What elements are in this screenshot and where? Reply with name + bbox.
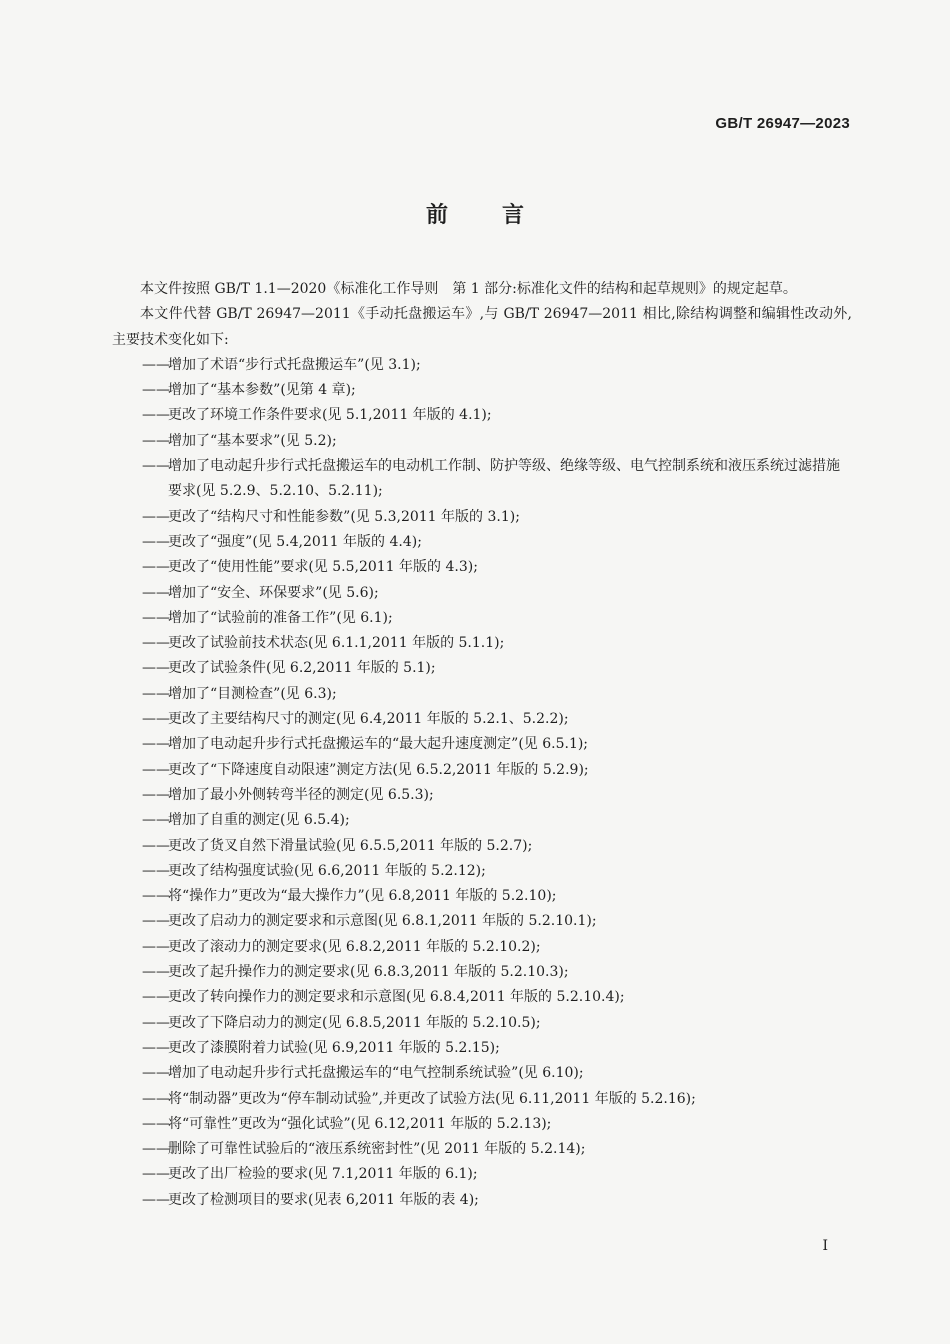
change-text: 更改了货叉自然下滑量试验(见 6.5.5,2011 年版的 5.2.7);	[168, 837, 533, 854]
list-dash: ——	[142, 862, 170, 879]
list-dash: ——	[142, 432, 170, 449]
change-item	[112, 1036, 852, 1061]
change-text: 更改了主要结构尺寸的测定(见 6.4,2011 年版的 5.2.1、5.2.2);	[168, 711, 569, 728]
list-dash: ——	[142, 711, 170, 728]
heading-char-1: 前	[425, 203, 448, 228]
list-dash: ——	[142, 356, 170, 373]
list-dash: ——	[142, 508, 170, 525]
list-dash: ——	[142, 1065, 170, 1082]
list-dash: ——	[142, 913, 170, 930]
change-item	[112, 1137, 852, 1162]
list-dash: ——	[142, 609, 170, 626]
change-item	[112, 1061, 852, 1086]
list-dash: ——	[142, 964, 170, 981]
list-dash: ——	[142, 1090, 170, 1107]
change-text: 增加了“基本参数”(见第 4 章);	[168, 382, 356, 399]
list-dash: ——	[142, 736, 170, 753]
list-dash: ——	[142, 584, 170, 601]
change-item	[112, 378, 852, 403]
change-text: 更改了“使用性能”要求(见 5.5,2011 年版的 4.3);	[168, 559, 478, 576]
list-dash: ——	[142, 812, 170, 829]
change-item	[112, 859, 852, 884]
change-text: 更改了下降启动力的测定(见 6.8.5,2011 年版的 5.2.10.5);	[168, 1014, 541, 1031]
change-item	[112, 1112, 852, 1137]
change-item	[112, 606, 852, 631]
change-text: 增加了术语“步行式托盘搬运车”(见 3.1);	[168, 356, 421, 373]
change-item	[112, 403, 852, 428]
page-number: I	[822, 1238, 828, 1254]
change-item	[112, 1188, 852, 1213]
list-dash: ——	[142, 1141, 170, 1158]
change-item	[112, 454, 852, 505]
change-item	[112, 555, 852, 580]
change-text: 将“可靠性”更改为“强化试验”(见 6.12,2011 年版的 5.2.13);	[168, 1115, 552, 1132]
list-dash: ——	[142, 1166, 170, 1183]
list-dash: ——	[142, 458, 170, 475]
change-item	[112, 505, 852, 530]
list-dash: ——	[142, 1115, 170, 1132]
list-dash: ——	[142, 660, 170, 677]
change-item	[112, 783, 852, 808]
change-item	[112, 808, 852, 833]
list-dash: ——	[142, 786, 170, 803]
change-text: 将“制动器”更改为“停车制动试验”,并更改了试验方法(见 6.11,2011 年版的 5.2.16);	[168, 1090, 696, 1107]
change-text: 增加了“安全、环保要求”(见 5.6);	[168, 584, 379, 601]
change-text: 增加了“目测检查”(见 6.3);	[168, 685, 337, 702]
change-text: 更改了出厂检验的要求(见 7.1,2011 年版的 6.1);	[168, 1166, 478, 1183]
change-item	[112, 353, 852, 378]
change-text: 更改了检测项目的要求(见表 6,2011 年版的表 4);	[168, 1191, 479, 1208]
change-item	[112, 1087, 852, 1112]
change-text: 更改了试验前技术状态(见 6.1.1,2011 年版的 5.1.1);	[168, 635, 505, 652]
intro-paragraph: 本文件按照 GB/T 1.1—2020《标准化工作导则 第 1 部分:标准化文件的结构和起草规则》的规定起草。	[140, 281, 797, 297]
list-dash: ——	[142, 407, 170, 424]
change-item	[112, 682, 852, 707]
change-list	[112, 353, 852, 1213]
change-text: 增加了电动起升步行式托盘搬运车的“最大起升速度测定”(见 6.5.1);	[168, 736, 589, 753]
change-item	[112, 1011, 852, 1036]
list-dash: ——	[142, 761, 170, 778]
list-dash: ——	[142, 1191, 170, 1208]
list-dash: ——	[142, 685, 170, 702]
change-text: 更改了滚动力的测定要求(见 6.8.2,2011 年版的 5.2.10.2);	[168, 938, 541, 955]
change-text: 更改了“下降速度自动限速”测定方法(见 6.5.2,2011 年版的 5.2.9);	[168, 761, 589, 778]
change-item	[112, 884, 852, 909]
document-code: GB/T 26947—2023	[715, 115, 850, 132]
change-item	[112, 656, 852, 681]
list-dash: ——	[142, 382, 170, 399]
list-dash: ——	[142, 533, 170, 550]
change-text: 更改了起升操作力的测定要求(见 6.8.3,2011 年版的 5.2.10.3);	[168, 964, 569, 981]
change-text: 增加了电动起升步行式托盘搬运车的电动机工作制、防护等级、绝缘等级、电气控制系统和液压系统过滤措施要求(见 5.2.9、5.2.10、5.2.11);	[168, 458, 840, 500]
section-heading	[0, 198, 950, 229]
list-dash: ——	[142, 989, 170, 1006]
change-text: 更改了“强度”(见 5.4,2011 年版的 4.4);	[168, 533, 422, 550]
change-item	[112, 758, 852, 783]
change-text: 更改了漆膜附着力试验(见 6.9,2011 年版的 5.2.15);	[168, 1039, 500, 1056]
change-text: 删除了可靠性试验后的“液压系统密封性”(见 2011 年版的 5.2.14);	[168, 1141, 586, 1158]
change-item	[112, 909, 852, 934]
change-text: 更改了环境工作条件要求(见 5.1,2011 年版的 4.1);	[168, 407, 492, 424]
heading-char-2: 言	[502, 203, 525, 228]
change-item	[112, 935, 852, 960]
change-text: 更改了“结构尺寸和性能参数”(见 5.3,2011 年版的 3.1);	[168, 508, 520, 525]
change-item	[112, 834, 852, 859]
change-text: 增加了最小外侧转弯半径的测定(见 6.5.3);	[168, 786, 434, 803]
list-dash: ——	[142, 559, 170, 576]
change-item	[112, 960, 852, 985]
list-dash: ——	[142, 635, 170, 652]
list-dash: ——	[142, 1014, 170, 1031]
change-item	[112, 631, 852, 656]
change-item	[112, 530, 852, 555]
list-dash: ——	[142, 888, 170, 905]
list-dash: ——	[142, 1039, 170, 1056]
change-text: 更改了转向操作力的测定要求和示意图(见 6.8.4,2011 年版的 5.2.10.4);	[168, 989, 625, 1006]
change-text: 增加了自重的测定(见 6.5.4);	[168, 812, 350, 829]
change-text: 更改了启动力的测定要求和示意图(见 6.8.1,2011 年版的 5.2.10.1);	[168, 913, 597, 930]
change-item	[112, 1162, 852, 1187]
change-text: 将“操作力”更改为“最大操作力”(见 6.8,2011 年版的 5.2.10);	[168, 888, 557, 905]
change-text: 增加了电动起升步行式托盘搬运车的“电气控制系统试验”(见 6.10);	[168, 1065, 584, 1082]
change-item	[112, 707, 852, 732]
change-item	[112, 429, 852, 454]
change-text: 更改了结构强度试验(见 6.6,2011 年版的 5.2.12);	[168, 862, 486, 879]
change-item	[112, 732, 852, 757]
change-text: 增加了“基本要求”(见 5.2);	[168, 432, 337, 449]
replacement-paragraph: 本文件代替 GB/T 26947—2011《手动托盘搬运车》,与 GB/T 26947—2011 相比,除结构调整和编辑性改动外,主要技术变化如下:	[112, 306, 852, 348]
change-item	[112, 985, 852, 1010]
list-dash: ——	[142, 837, 170, 854]
change-item	[112, 581, 852, 606]
change-text: 增加了“试验前的准备工作”(见 6.1);	[168, 609, 393, 626]
change-text: 更改了试验条件(见 6.2,2011 年版的 5.1);	[168, 660, 436, 677]
list-dash: ——	[142, 938, 170, 955]
foreword-body	[112, 277, 852, 1213]
